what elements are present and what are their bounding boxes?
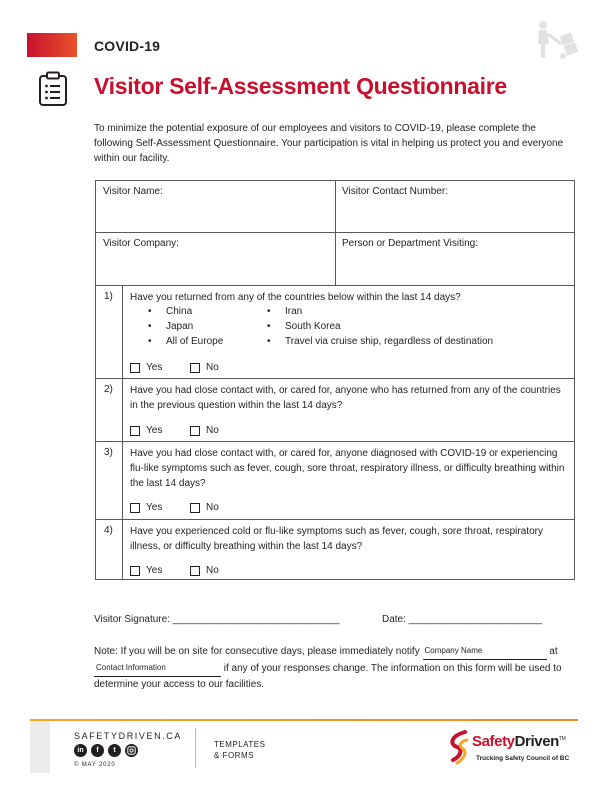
header-accent-bar (27, 33, 77, 57)
checkbox-box[interactable] (130, 426, 140, 436)
row-divider (96, 519, 574, 520)
instagram-icon[interactable] (125, 744, 138, 757)
note-text: at (549, 646, 558, 657)
logo-subtitle: Trucking Safety Council of BC (476, 755, 570, 762)
trademark-mark: TM (558, 736, 566, 742)
visitor-signature-line[interactable]: Visitor Signature: ______________________________ (94, 614, 340, 625)
safety-driven-logo (472, 733, 565, 750)
note-text: Note: If you will be on site for consecutive days, please immediately notify (94, 646, 420, 657)
question-text: Have you returned from any of the countries below within the last 14 days? (130, 292, 461, 303)
document-topic: COVID-19 (94, 38, 161, 54)
note-text: if any of your responses change. The information on this form will be used to determine your access to our facilities. (94, 663, 562, 690)
country-item: • South Korea (267, 321, 341, 332)
footer-divider (195, 728, 196, 768)
row-divider (96, 441, 574, 442)
company-name-field[interactable]: Company Name (423, 643, 547, 660)
checkbox-box[interactable] (190, 426, 200, 436)
no-checkbox[interactable]: No (190, 362, 219, 373)
visitor-name-field[interactable]: Visitor Name: (103, 186, 163, 197)
templates-label-line: & FORMS (214, 751, 254, 760)
visitor-company-field[interactable]: Visitor Company: (103, 238, 179, 249)
twitter-icon[interactable]: t (108, 744, 121, 757)
notification-note (94, 643, 574, 693)
checkbox-box[interactable] (130, 503, 140, 513)
checkbox-box[interactable] (130, 566, 140, 576)
yes-checkbox[interactable]: Yes (130, 565, 162, 576)
footer-side-block (30, 721, 50, 773)
templates-label-line: TEMPLATES (214, 740, 266, 749)
hand-truck-worker-icon (531, 20, 583, 60)
no-checkbox[interactable]: No (190, 502, 219, 513)
question-text: Have you had close contact with, or cared for, anyone who has returned from any of the countries in the previous question within the last 14 days? (130, 385, 561, 411)
country-item: • Iran (267, 306, 303, 317)
question-text: Have you experienced cold or flu-like symptoms such as fever, cough, sore throat, respiratory illness, or difficulty breathing within the last 14 days? (130, 526, 543, 552)
copyright-date: © MAY 2020 (74, 762, 116, 768)
row-divider (96, 285, 574, 286)
safety-driven-logo-icon (445, 730, 471, 766)
country-item: • All of Europe (148, 336, 224, 347)
question-number-divider (122, 285, 123, 579)
yes-checkbox[interactable]: Yes (130, 362, 162, 373)
checkbox-box[interactable] (130, 363, 140, 373)
country-item: • Japan (148, 321, 194, 332)
person-visiting-field[interactable]: Person or Department Visiting: (342, 238, 478, 249)
question-number: 4) (104, 525, 113, 536)
no-checkbox[interactable]: No (190, 425, 219, 436)
yes-checkbox[interactable]: Yes (130, 425, 162, 436)
date-line[interactable]: Date: ________________________ (382, 614, 543, 625)
question-number: 2) (104, 384, 113, 395)
facebook-icon[interactable]: f (91, 744, 104, 757)
footer-accent-line (30, 719, 578, 721)
intro-paragraph: To minimize the potential exposure of our employees and visitors to COVID-19, please complete the following Self-Assessment Questionnaire. Your participation is vital in helping us protect you and everyone within our facility. (94, 123, 564, 164)
no-checkbox[interactable]: No (190, 565, 219, 576)
logo-word-safety: Safety (472, 733, 515, 750)
contact-information-field[interactable]: Contact Information (94, 660, 221, 677)
logo-word-driven: Driven (514, 733, 559, 750)
question-number: 1) (104, 291, 113, 302)
footer-website[interactable]: SAFETYDRIVEN.CA (74, 731, 183, 741)
yes-checkbox[interactable]: Yes (130, 502, 162, 513)
row-divider (96, 378, 574, 379)
page-title: Visitor Self-Assessment Questionnaire (94, 73, 507, 99)
country-item: • China (148, 306, 193, 317)
checkbox-box[interactable] (190, 363, 200, 373)
checkbox-box[interactable] (190, 566, 200, 576)
linkedin-icon[interactable]: in (74, 744, 87, 757)
checkbox-box[interactable] (190, 503, 200, 513)
question-text: Have you had close contact with, or cared for, anyone diagnosed with COVID-19 or experiencing flu-like symptoms such as fever, cough, sore throat, respiratory illness, or difficulty breathing within the last 14 days? (130, 448, 565, 489)
question-number: 3) (104, 447, 113, 458)
column-divider (335, 181, 336, 285)
country-item: • Travel via cruise ship, regardless of destination (267, 336, 494, 347)
templates-forms-label (214, 739, 265, 761)
social-links (74, 744, 138, 757)
questionnaire-form (95, 180, 575, 580)
clipboard-checklist-icon (38, 71, 68, 107)
visitor-contact-field[interactable]: Visitor Contact Number: (342, 186, 448, 197)
